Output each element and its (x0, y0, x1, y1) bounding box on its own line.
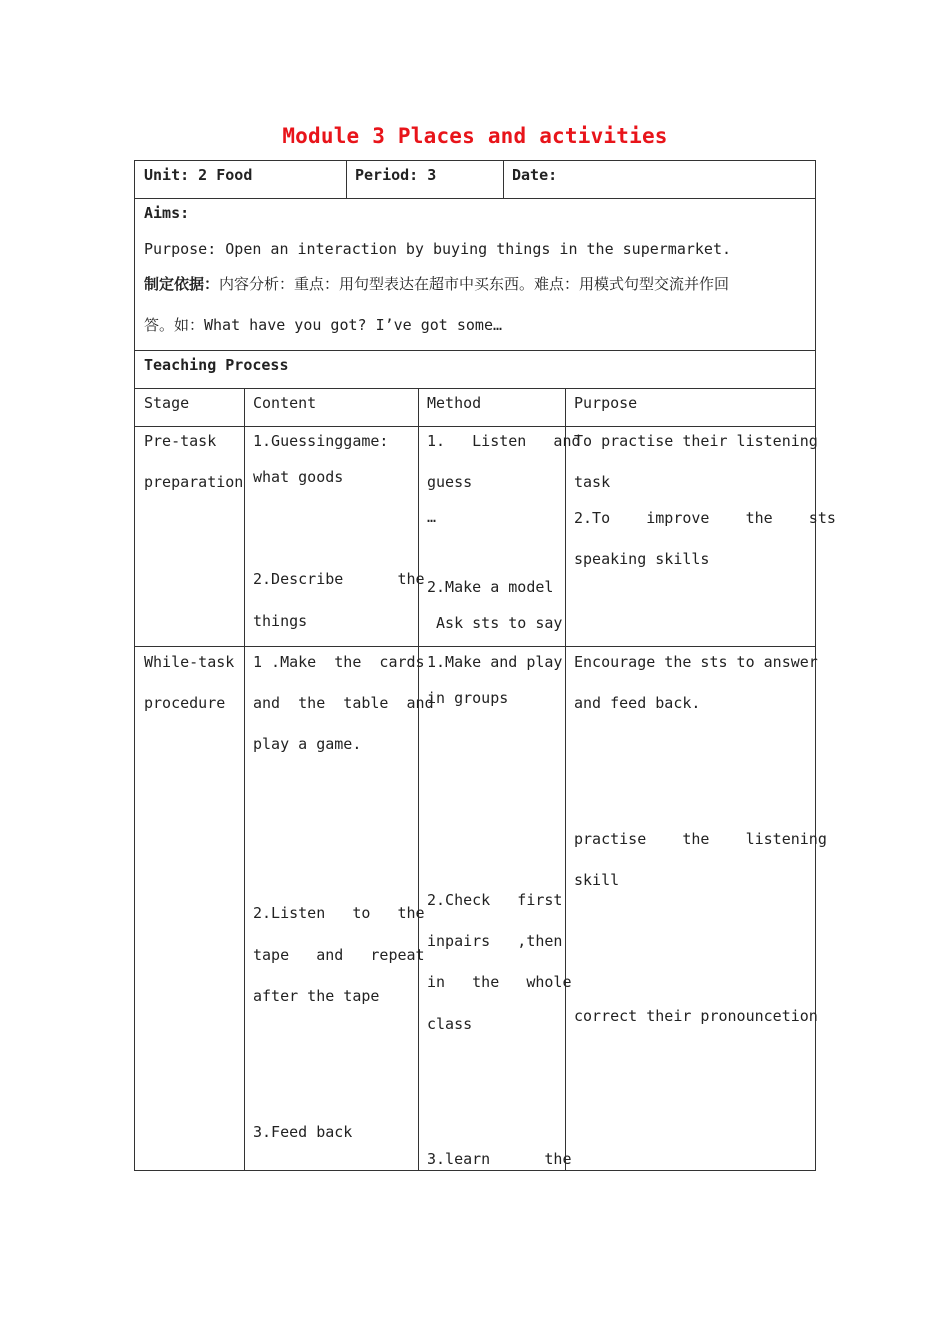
purpose-cell: task (574, 473, 611, 491)
purpose-cell: speaking skills (574, 550, 710, 568)
aims-basis-line-1 (144, 275, 729, 293)
table-rule (134, 646, 816, 647)
aims-basis-line-2: 答。如：What have you got? I’ve got some… (144, 316, 503, 334)
column-header-content: Content (253, 394, 317, 412)
purpose-cell: practise the listening (574, 830, 827, 848)
aims-label: Aims: (144, 204, 190, 222)
method-cell: inpairs ,then (427, 932, 563, 950)
stage-cell: procedure (144, 694, 226, 712)
table-border-left (134, 160, 135, 1171)
table-rule (565, 388, 566, 1171)
column-header-stage: Stage (144, 394, 190, 412)
content-cell: what goods (253, 468, 344, 486)
content-cell: and the table and (253, 694, 434, 712)
table-rule (244, 388, 245, 1171)
content-cell: play a game. (253, 735, 362, 753)
stage-cell: Pre-task (144, 432, 217, 450)
table-rule (134, 198, 816, 199)
content-cell: 1.Guessinggame: (253, 432, 389, 450)
method-cell: 1. Listen and (427, 432, 581, 450)
purpose-cell: 2.To improve the sts (574, 509, 836, 527)
stage-cell: While-task (144, 653, 235, 671)
content-cell: 1 .Make the cards (253, 653, 425, 671)
table-rule (134, 350, 816, 351)
teaching-process-heading: Teaching Process (144, 356, 289, 374)
method-cell: 2.Make a model (427, 578, 554, 596)
content-cell: 2.Listen to the (253, 904, 425, 922)
purpose-cell: and feed back. (574, 694, 701, 712)
content-cell: things (253, 612, 308, 630)
method-cell: 3.learn the (427, 1150, 572, 1168)
purpose-cell: Encourage the sts to answer (574, 653, 818, 671)
stage-cell: preparation (144, 473, 244, 491)
date-cell: Date: (512, 166, 558, 184)
table-rule (503, 160, 504, 199)
method-cell: … (427, 508, 437, 526)
table-rule (346, 160, 347, 199)
period-cell: Period: 3 (355, 166, 437, 184)
table-border-top (134, 160, 816, 161)
method-cell: in the whole (427, 973, 572, 991)
content-cell: 2.Describe the (253, 570, 425, 588)
column-header-purpose: Purpose (574, 394, 638, 412)
content-cell: after the tape (253, 987, 380, 1005)
method-cell: 1.Make and play (427, 653, 563, 671)
method-cell: 2.Check first (427, 891, 563, 909)
column-header-method: Method (427, 394, 482, 412)
method-cell: class (427, 1015, 473, 1033)
unit-cell: Unit: 2 Food (144, 166, 253, 184)
purpose-cell: skill (574, 871, 620, 889)
basis-label: 制定依据： (144, 275, 220, 293)
method-cell: guess (427, 473, 473, 491)
table-rule (418, 388, 419, 1171)
content-cell: tape and repeat (253, 946, 425, 964)
table-rule (134, 426, 816, 427)
table-border-bottom (134, 1170, 816, 1171)
purpose-cell: correct their pronouncetion (574, 1007, 818, 1025)
document-title: Module 3 Places and activities (282, 124, 668, 148)
table-rule (134, 388, 816, 389)
content-cell: 3.Feed back (253, 1123, 353, 1141)
method-cell: Ask sts to say (427, 614, 563, 632)
method-cell: in groups (427, 689, 509, 707)
aims-purpose: Purpose: Open an interaction by buying things in the supermarket. (144, 240, 731, 258)
purpose-cell: To practise their listening (574, 432, 818, 450)
basis-text: 内容分析：重点：用句型表达在超市中买东西。难点：用模式句型交流并作回 (219, 275, 730, 293)
